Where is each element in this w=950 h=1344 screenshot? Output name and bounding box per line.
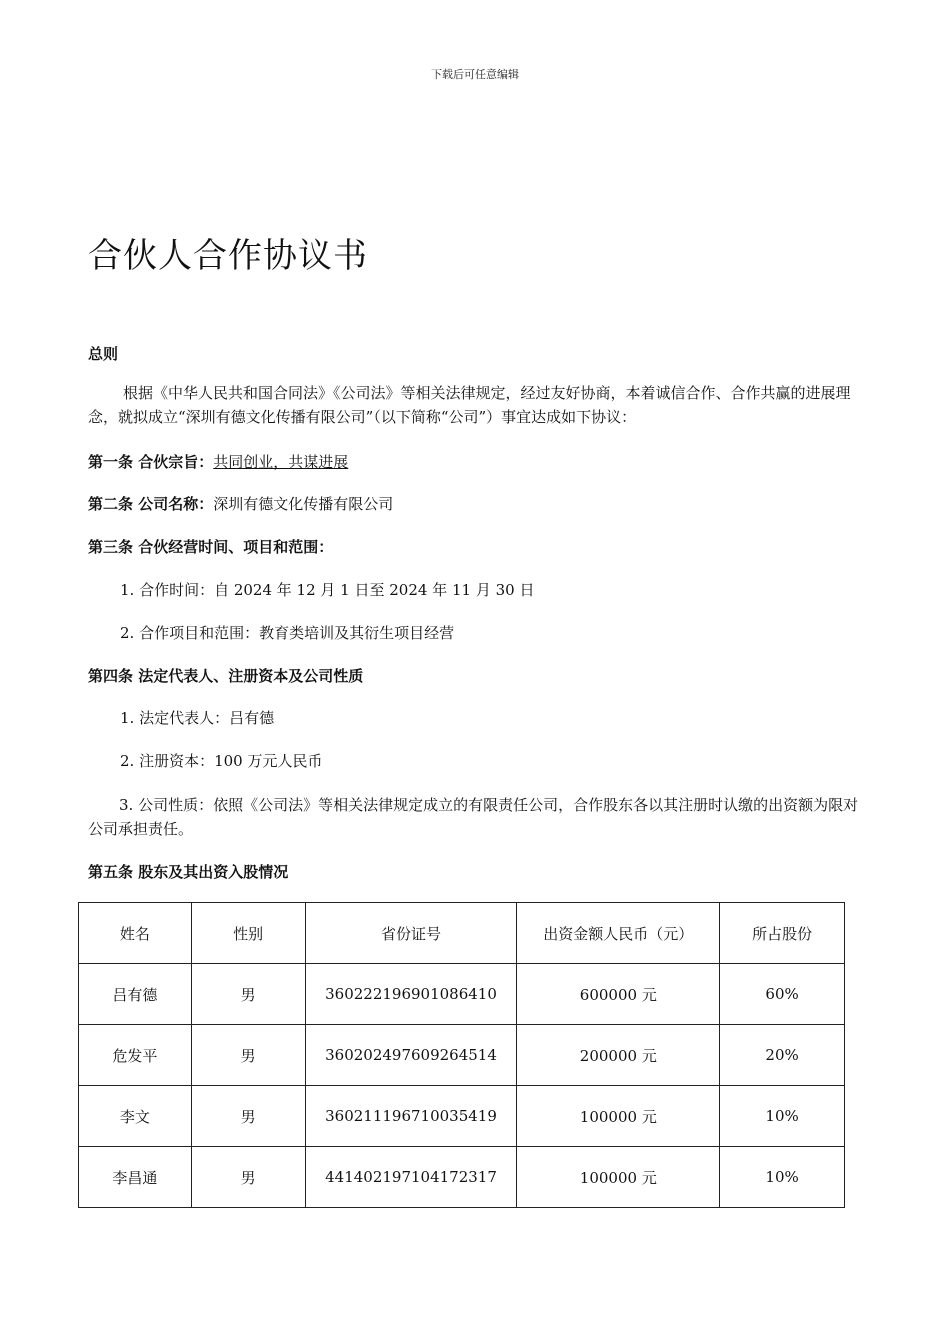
cell-investment: 100000 元 xyxy=(517,1147,720,1208)
article-3-item-1: 1. 合作时间：自 2024 年 12 月 1 日至 2024 年 11 月 30 日 xyxy=(120,581,535,599)
cell-gender: 男 xyxy=(191,1086,305,1147)
table-row xyxy=(79,1147,845,1208)
cell-name: 吕有德 xyxy=(79,964,192,1025)
cell-share: 10% xyxy=(720,1086,845,1147)
cell-investment: 200000 元 xyxy=(517,1025,720,1086)
article-3-item-2: 2. 合作项目和范围：教育类培训及其衍生项目经营 xyxy=(120,624,455,642)
article-4-item-2: 2. 注册资本：100 万元人民币 xyxy=(120,752,323,770)
article-1-value: 共同创业，共谋进展 xyxy=(213,453,349,471)
cell-investment: 100000 元 xyxy=(517,1086,720,1147)
cell-share: 10% xyxy=(720,1147,845,1208)
intro-paragraph: 根据《中华人民共和国合同法》《公司法》等相关法律规定，经过友好协商，本着诚信合作、合作共赢的进展理念，就拟成立“深圳有德文化传播有限公司”（以下简称“公司”）事宜达成如下协议： xyxy=(88,384,851,426)
article-3-heading: 第三条 合伙经营时间、项目和范围： xyxy=(88,538,334,556)
cell-share: 60% xyxy=(720,964,845,1025)
cell-name: 李文 xyxy=(79,1086,192,1147)
article-5 xyxy=(88,861,288,883)
article-1-heading: 第一条 合伙宗旨： xyxy=(88,453,214,471)
column-header-id-number: 省份证号 xyxy=(305,903,517,964)
article-2-value: 深圳有德文化传播有限公司 xyxy=(213,495,394,513)
article-2 xyxy=(88,493,393,515)
article-4-heading: 第四条 法定代表人、注册资本及公司性质 xyxy=(88,667,364,685)
table-header-row xyxy=(79,903,845,964)
column-header-gender: 性别 xyxy=(191,903,305,964)
cell-id-number: 441402197104172317 xyxy=(305,1147,517,1208)
section-heading: 总则 xyxy=(88,345,119,363)
shareholder-table xyxy=(78,902,845,1208)
article-4-item-3: 3. 公司性质：依照《公司法》等相关法律规定成立的有限责任公司，合作股东各以其注册时认缴的出资额为限对公司承担责任。 xyxy=(88,796,859,838)
cell-gender: 男 xyxy=(191,1147,305,1208)
cell-share: 20% xyxy=(720,1025,845,1086)
table-row xyxy=(79,1086,845,1147)
cell-name: 危发平 xyxy=(79,1025,192,1086)
cell-id-number: 360202497609264514 xyxy=(305,1025,517,1086)
cell-investment: 600000 元 xyxy=(517,964,720,1025)
table-row xyxy=(79,1025,845,1086)
column-header-investment: 出资金额人民币（元） xyxy=(517,903,720,964)
table-row xyxy=(79,964,845,1025)
document-title: 合伙人合作协议书 xyxy=(88,236,368,276)
cell-name: 李昌通 xyxy=(79,1147,192,1208)
article-1 xyxy=(88,451,348,473)
column-header-share: 所占股份 xyxy=(720,903,845,964)
article-3 xyxy=(88,536,333,558)
cell-id-number: 360211196710035419 xyxy=(305,1086,517,1147)
cell-gender: 男 xyxy=(191,964,305,1025)
article-4-item-1: 1. 法定代表人：吕有德 xyxy=(120,709,275,727)
article-4 xyxy=(88,665,363,687)
header-note: 下载后可任意编辑 xyxy=(431,68,519,81)
column-header-name: 姓名 xyxy=(79,903,192,964)
cell-id-number: 360222196901086410 xyxy=(305,964,517,1025)
article-5-heading: 第五条 股东及其出资入股情况 xyxy=(88,863,289,881)
cell-gender: 男 xyxy=(191,1025,305,1086)
article-2-heading: 第二条 公司名称： xyxy=(88,495,214,513)
